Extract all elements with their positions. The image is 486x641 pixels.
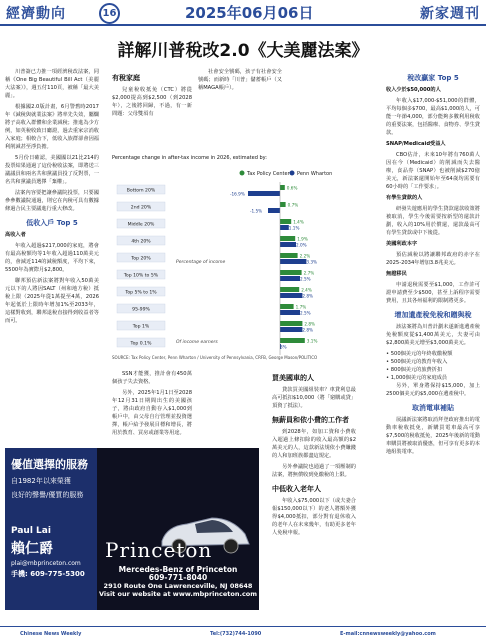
paragraph: 川普簽已力推一項經濟稅改法案，同稱《One Big Beautiful Bill Act（美麗大法案）》，週五付110頁，被稱「最大美麗」。 [5,69,99,99]
data-label-pw: 2.5% [300,276,311,282]
data-label-pw: 2.8% [302,293,314,299]
ad-name-en: Paul Lai [11,526,51,536]
bar-pw [248,191,280,196]
paragraph: 另外，2025年1月1日至2028年12月31日期間出生的美國孩子，將由政府自動存入$1,000到帳戶中，由父母自行管理並投資選擇，帳戶給予發展目標和增長，將用於教育、買房或創業等用途。 [112,390,192,436]
bar-tpc [280,253,298,258]
paragraph: 兒童稅收抵免（CTC）將從$2,000提高到$2,500（到2028年），之後將回歸，不過，有一新問題：父母雙須有 [112,87,192,117]
bar-tpc [280,321,302,326]
bar-tpc [280,304,294,309]
paragraph: 到2028年，如加工資和小費收入超過上條扣除的收入最高額的$2萬美元的人，這款新法規依小費賺錢的人和加班族都盡這規定。 [272,429,356,459]
headline: 詳解川普稅改2.0《大美麗法案》 [117,41,369,61]
category-label: 4th 20% [131,239,151,245]
bar-pw [280,225,289,230]
data-label-pw: 3.3% [306,259,318,265]
chart-source: SOURCE: Tax Policy Center, Penn Wharton / University of Pennsylvania, CRFB, George Mason/POLITICO [112,355,318,360]
subheading: 低收入戶 Top 5 [26,219,78,227]
data-label-pw: -1.5% [250,208,263,214]
data-label-tpc: 0.6% [286,185,298,191]
publication-name: 新家週刊 [420,6,480,22]
data-label-pw: -16.9% [230,191,245,197]
paragraph: 另外，單身將保持$15,000，加上2500個美元的$5,000在遺產稅中。 [386,383,480,397]
column-1 [5,68,99,328]
realtor-ad [5,448,97,610]
column-3 [198,68,282,95]
data-label-pw: 2.8% [302,327,314,333]
column-4 [272,368,356,540]
data-label-pw: 2.5% [300,310,311,316]
subheading: 中低收入老年人 [272,485,321,493]
paragraph: 研發失遊應用的學生貸款還款收策將被取消，學生今後需要按新型的還款計劃，收入的10%用於償還，還款最高可有學生貸款或中下後從。 [386,206,480,236]
legend-label: Tax Policy Center [247,171,290,177]
paragraph: 5月份日確認，美國國以21比214的投票結果通過了這份稅收法案，即將送三議議員和兩名共和黨議員投了反對票，一名共和黨議員選擇「棄權」。 [5,155,99,185]
legend-swatch-tpc [240,171,245,176]
subheading-bold: 有學生貸款的人 [386,195,423,201]
category-label: Top 1% [132,324,150,330]
page-footer [0,626,486,641]
category-label: Bottom 20% [126,188,156,194]
page-number: 16 [99,3,120,24]
ad-email: plai@mbprinceton.com [11,560,81,567]
bar-pw [280,310,300,315]
paragraph: CBO估計，未來10年將有760萬人因在今（Medicaid）的削減而失去醫療，食品券（SNAP）也被削減$270億美元，新法案還開始年至64歲均需要有60小時的「工作要求」。 [386,152,480,190]
footer-email[interactable]: E-mail:cnnewsweekly@yahoo.com [340,631,436,637]
column-5 [386,68,480,459]
ad-title: 優值選擇的服務 [11,458,88,471]
category-label: 2nd 20% [130,205,152,211]
bullet-item: • 800個美元的旅費折扣 [386,367,443,373]
data-label-pw: 1.1% [288,225,300,231]
paragraph: 另外參議院也通過了一項壓制的法案，將無償收到免繳稅的上限。 [272,464,356,478]
bullet-item: • 500個美元的年終收繳稅額 [386,351,453,357]
subheading: 買美國車的人 [272,374,314,382]
chart-title: Percentage change in after-tax income in 2026, estimated by: [112,155,267,161]
paragraph: 年收入超過$217,000的家庭，將會有最高稅額均等1年收入超過110萬美元的，會減近114的減稅額度，平均下來，5500年為實際月$2,800。 [5,243,99,273]
annotation: Percentage of income [176,260,226,265]
subheading-bold: 高收入者 [5,232,26,238]
issue-date: 2025年06月06日 [185,4,314,22]
data-label-tpc: 0.7% [287,202,299,208]
data-label-tpc: 3.1% [306,338,318,344]
data-label-tpc: 1.4% [293,219,304,225]
subheading: 取消電車補貼 [412,404,454,412]
legend-label: Penn Wharton [297,171,333,177]
dealer-ad [97,448,259,610]
subheading-bold: 無證移民 [386,271,407,277]
dealer-phone: 609-771-8040 [148,573,208,582]
column-2-lower [112,370,192,440]
x-annotation: Of income earners [176,340,218,345]
bar-tpc [280,338,305,343]
bar-pw [268,208,280,213]
section-title: 經濟動向 [6,6,66,22]
category-label: 95-99% [132,307,150,313]
income-change-chart [112,155,352,365]
legend-swatch-pw [290,171,295,176]
data-label-tpc: 1.7% [295,304,307,310]
paragraph: 法案內容要把讓參議院投票，只要國參參數議院通過，則它在內稅可具有數據條過合民主要議進行重大修改。 [5,190,99,212]
bar-tpc [280,236,295,241]
dealer-website[interactable]: Visit our website at www.mbprinceton.com [98,590,258,598]
subheading: 有稅家庭 [112,74,140,82]
paragraph: 展議新法案將取消拜登政府推出的電動車稅收抵免，新購買電車最高可享$7,500的稅收抵免，2025年後新的電動車購買將被取消優惠，但可享有更多的本地組裝電車。 [386,417,480,455]
column-2 [112,68,192,121]
category-label: Top 0.1% [130,341,152,347]
bar-pw [280,327,302,332]
footer-phone: Tel:(732)744-1090 [210,631,262,637]
bar-pw [280,259,306,264]
data-label-tpc: 2.4% [301,287,312,293]
subheading: 增加遺產稅免稅和贈與稅 [394,311,472,319]
dealer-name: Mercedes-Benz of Princeton [118,565,238,574]
dealer-logo: Princeton [105,538,213,562]
subheading-bold: SNAP/Medicaid受益人 [386,141,446,147]
data-label-tpc: 2.8% [304,321,316,327]
subheading: 稅改贏家 Top 5 [407,74,459,82]
dealer-address: 2910 Route One Lawrenceville, NJ 08648 [103,582,253,590]
bar-pw [280,276,300,281]
footer-left: Chinese News Weekly [20,631,82,637]
bar-tpc [280,287,299,292]
bar-pw [280,242,296,247]
ad-line: 良好的聲譽/優質的服務 [11,491,84,499]
paragraph: 年收入$75,000以下（或夫妻合報$150,000以下）的老人將額外獲得$4,000抵扣，部分對有退休收入的老年人在未來幾年，有助更多老年人免稅申報。 [272,498,356,536]
paragraph: 該法案將為川普計劃未遂新進遺產稅免稅額度從$1,400萬美元，夫妻可由$2,800萬美元增至$3,000萬美元。 [386,324,480,346]
paragraph: 社會安全號碼，孩子有社會安全號碼；而新時「川普」儲蓄帳戶（又稱MAGA帳戶）。 [198,69,282,91]
subheading-bold: 收入少於$50,000的人 [386,87,441,93]
category-label: Top 20% [131,256,151,262]
bullet-item: • 1,000個美元的家庭成員 [386,375,448,381]
paragraph: 年收入$17,000-$51,000的群體，平均每個多$700，最高$1,000的人，可能一年節4,000，部分能夠多數利用稅收的重要法案，包括醫療、食物券、學生貸款。 [386,98,480,136]
category-label: Top 10% to 5% [123,273,159,279]
category-label: Top 5% to 1% [125,290,157,296]
dealer-info [97,566,259,598]
chart-svg [112,163,352,363]
subheading: 無薪員和依小費的工作者 [272,416,349,424]
paragraph: 貸款買美國組裝車？車貸利息最高可抵扣$10,000（將「窮購或貸」頂資了抵法）。 [272,387,356,409]
ad-phone: 手機: 609-775-5300 [11,570,85,578]
ad-line: 自1982年以來榮獲 [11,477,71,485]
bar-pw [280,293,302,298]
bar-tpc [280,270,302,275]
category-label: Middle 20% [127,222,155,228]
bar-tpc [280,185,285,190]
bar-tpc [280,202,286,207]
data-label-pw: 2.0% [296,242,307,248]
paragraph: 申請退稅需要至$1,000，工作許可證申請費至少$500，甚至上訴程序需要費用，且其各州福利的限制將更多。 [386,282,480,304]
bar-tpc [280,219,291,224]
data-label-tpc: 1.9% [297,236,308,242]
data-label-tpc: 2.7% [303,270,315,276]
paragraph: 預估減稅以將讓聯邦政府的赤字在2025-2034年增加3.8兆美元。 [386,252,480,266]
subheading-bold: 美國利政本字 [386,241,418,247]
ad-name-cn: 賴仁爵 [11,541,53,557]
page-header [0,0,486,26]
data-label-tpc: 2.2% [299,253,311,259]
paragraph: 根據國2.0版計畫，6月警舊時2017年《減稅與就業法案》將率先失效，屬爛將子高收入群體和企業減稅；推進為少方例，如英稅收致日廳證，過去重家宗消收入家庭；相較合下，低收入族群卻會因福利削減甚至淨負擔。 [5,104,99,150]
bullet-item: • 500個美元的教育年收入 [386,359,448,365]
data-label-pw: 3% [280,344,287,350]
paragraph: 聯邦預估新法案將對年收入50萬美元以下的人將因SALT（州和地方稅）抵稅上限（2025年從1萬提至4萬，2026年起低於上限時年增加1%至2033年，這樣對收到，聯邦退稅直接得到收益者等而可。 [5,278,99,324]
paragraph: SSN才能獲，推計會有450萬個孩子失去資格。 [112,371,192,385]
